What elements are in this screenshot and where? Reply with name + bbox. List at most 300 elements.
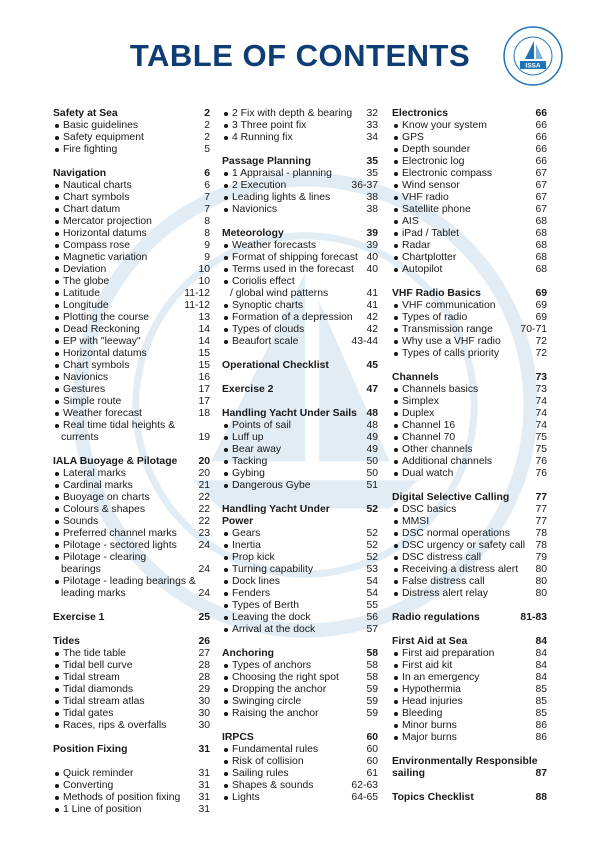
entry-page-number: 52 (366, 552, 378, 563)
entry-title: VHF radio (392, 192, 531, 204)
entry-title: Sailing rules (222, 768, 362, 780)
toc-entry[interactable] (53, 216, 210, 228)
entry-page-number: 68 (535, 264, 547, 275)
toc-entry[interactable] (392, 384, 547, 396)
toc-section (53, 456, 210, 600)
section-page-number: 26 (198, 636, 210, 647)
section-page-number: 81-83 (520, 612, 547, 623)
toc-entry[interactable] (392, 216, 547, 228)
section-page-number: 6 (204, 168, 210, 179)
toc-entry[interactable] (392, 528, 547, 540)
toc-entry[interactable] (222, 624, 378, 636)
toc-entry[interactable] (53, 804, 210, 816)
toc-entry[interactable] (222, 276, 378, 288)
entry-page-number: 6 (204, 180, 210, 191)
entry-page-number: 58 (366, 660, 378, 671)
entry-title: Receiving a distress alert (392, 564, 531, 576)
entry-title: Major burns (392, 732, 531, 744)
section-heading[interactable] (222, 228, 378, 240)
section-title: Handling Yacht Under Sails (222, 408, 357, 419)
toc-entry[interactable] (392, 684, 547, 696)
toc-entry[interactable] (222, 540, 378, 552)
toc-entry[interactable] (53, 240, 210, 252)
entry-title: Compass rose (53, 240, 200, 252)
toc-entry[interactable] (392, 180, 547, 192)
entry-title: Radar (392, 240, 531, 252)
toc-entry[interactable] (222, 708, 378, 720)
entry-page-number: 22 (198, 492, 210, 503)
toc-entry[interactable] (53, 768, 210, 780)
entry-title: Choosing the right spot (222, 672, 362, 684)
toc-entry[interactable] (53, 192, 210, 204)
toc-entry[interactable] (392, 204, 547, 216)
toc-entry[interactable] (392, 504, 547, 516)
entry-page-number: 49 (366, 444, 378, 455)
entry-page-number: 51 (366, 480, 378, 491)
entry-page-number: 80 (535, 564, 547, 575)
toc-entry[interactable] (222, 132, 378, 144)
toc-entry[interactable] (222, 120, 378, 132)
entry-page-number: 24 (198, 588, 210, 599)
toc-entry[interactable] (222, 108, 378, 120)
entry-page-number: 30 (198, 708, 210, 719)
entry-title: Additional channels (392, 456, 531, 468)
toc-entry[interactable] (392, 420, 547, 432)
section-heading[interactable] (53, 456, 210, 468)
logo-mark: ISSA (525, 62, 541, 70)
toc-entry[interactable] (53, 312, 210, 324)
entry-page-number: 43-44 (351, 336, 378, 347)
entry-page-number: 67 (535, 168, 547, 179)
toc-entry[interactable] (222, 660, 378, 672)
toc-entry[interactable] (392, 396, 547, 408)
entry-page-number: 75 (535, 444, 547, 455)
toc-entry[interactable] (222, 432, 378, 444)
entry-title: Bleeding (392, 708, 531, 720)
toc-entry[interactable] (392, 540, 547, 552)
entry-title: Safety equipment (53, 132, 200, 144)
section-heading[interactable] (53, 108, 210, 120)
entry-title: Simplex (392, 396, 531, 408)
entry-page-number: 49 (366, 432, 378, 443)
section-page-number: 60 (366, 732, 378, 743)
toc-entry[interactable] (392, 228, 547, 240)
toc-entry[interactable] (392, 120, 547, 132)
toc-entry[interactable] (392, 468, 547, 480)
section-title: Position Fixing (53, 744, 128, 755)
entry-title: EP with "leeway" (53, 336, 194, 348)
entry-title: Chart datum (53, 204, 200, 216)
toc-entry[interactable] (222, 780, 378, 792)
entry-page-number: 36-37 (351, 180, 378, 191)
entry-page-number: 77 (535, 516, 547, 527)
toc-entry[interactable] (222, 672, 378, 684)
entry-title: Depth sounder (392, 144, 531, 156)
entry-title: Types of radio (392, 312, 531, 324)
entry-page-number: 32 (366, 108, 378, 119)
toc-entry[interactable] (53, 468, 210, 480)
entry-page-number: 34 (366, 132, 378, 143)
toc-section (222, 156, 378, 216)
entry-title: Luff up (222, 432, 362, 444)
entry-page-number: 55 (366, 600, 378, 611)
entry-page-number: 59 (366, 708, 378, 719)
toc-entry[interactable] (53, 252, 210, 264)
section-page-number: 69 (535, 288, 547, 299)
entry-page-number: 30 (198, 720, 210, 731)
entry-page-number: 18 (198, 408, 210, 419)
toc-entry[interactable] (222, 684, 378, 696)
toc-entry[interactable] (53, 504, 210, 516)
entry-title: Basic guidelines (53, 120, 200, 132)
entry-page-number: 60 (366, 744, 378, 755)
toc-entry[interactable] (53, 432, 210, 444)
entry-title: Turning capability (222, 564, 362, 576)
entry-title: Channel 70 (392, 432, 531, 444)
toc-entry[interactable] (53, 300, 210, 312)
toc-entry[interactable] (222, 204, 378, 216)
section-heading[interactable] (53, 636, 210, 648)
toc-entry[interactable] (222, 792, 378, 804)
entry-title: Magnetic variation (53, 252, 200, 264)
section-title: Navigation (53, 168, 107, 179)
toc-entry[interactable] (222, 612, 378, 624)
entry-page-number: 57 (366, 624, 378, 635)
toc-entry[interactable] (392, 240, 547, 252)
entry-title: iPad / Tablet (392, 228, 531, 240)
toc-entry[interactable] (53, 336, 210, 348)
entry-title: Fire fighting (53, 144, 200, 156)
entry-title: Latitude (53, 288, 180, 300)
toc-entry[interactable] (53, 564, 210, 576)
entry-title: Channels basics (392, 384, 531, 396)
toc-section (53, 744, 210, 816)
toc-entry[interactable] (53, 396, 210, 408)
entry-title: Tidal diamonds (53, 684, 194, 696)
toc-entry[interactable] (222, 564, 378, 576)
toc-entry[interactable] (53, 492, 210, 504)
toc-entry[interactable] (222, 324, 378, 336)
toc-entry[interactable] (53, 528, 210, 540)
toc-entry[interactable] (53, 708, 210, 720)
entry-title: Distress alert relay (392, 588, 531, 600)
entry-page-number: 61 (366, 768, 378, 779)
toc-entry[interactable] (53, 180, 210, 192)
section-heading[interactable] (222, 360, 378, 372)
toc-entry[interactable] (222, 300, 378, 312)
toc-entry[interactable] (53, 588, 210, 600)
section-heading[interactable] (53, 168, 210, 180)
entry-title: Simple route (53, 396, 194, 408)
entry-page-number: 75 (535, 432, 547, 443)
toc-entry[interactable] (222, 240, 378, 252)
toc-section (222, 228, 378, 348)
toc-section (222, 108, 378, 144)
toc-entry[interactable] (53, 372, 210, 384)
toc-entry[interactable] (392, 696, 547, 708)
entry-title: Head injuries (392, 696, 531, 708)
toc-entry[interactable] (53, 348, 210, 360)
entry-page-number: 19 (198, 432, 210, 443)
toc-entry[interactable] (392, 672, 547, 684)
toc-entry[interactable] (392, 720, 547, 732)
toc-entry[interactable] (392, 432, 547, 444)
toc-entry[interactable] (222, 264, 378, 276)
entry-page-number: 77 (535, 504, 547, 515)
entry-title: Inertia (222, 540, 362, 552)
toc-entry[interactable] (53, 780, 210, 792)
entry-page-number: 5 (204, 144, 210, 155)
section-heading[interactable] (392, 492, 547, 504)
toc-entry[interactable] (392, 156, 547, 168)
entry-title: Formation of a depression (222, 312, 362, 324)
toc-entry[interactable] (53, 516, 210, 528)
toc-entry[interactable] (392, 576, 547, 588)
toc-entry[interactable] (53, 480, 210, 492)
toc-entry[interactable] (222, 336, 378, 348)
entry-title: Tidal gates (53, 708, 194, 720)
entry-title: Mercator projection (53, 216, 200, 228)
entry-page-number: 28 (198, 660, 210, 671)
toc-entry[interactable] (222, 768, 378, 780)
toc-entry[interactable] (53, 288, 210, 300)
section-heading[interactable] (392, 756, 547, 768)
toc-entry[interactable] (53, 120, 210, 132)
toc-entry[interactable] (222, 312, 378, 324)
section-heading[interactable] (222, 408, 378, 420)
toc-entry[interactable] (392, 552, 547, 564)
entry-title: Nautical charts (53, 180, 200, 192)
entry-title: DSC urgency or safety call (392, 540, 531, 552)
section-heading[interactable] (222, 156, 378, 168)
entry-title: Other channels (392, 444, 531, 456)
entry-title: Wind sensor (392, 180, 531, 192)
entry-page-number: 7 (204, 192, 210, 203)
section-heading[interactable] (222, 384, 378, 396)
entry-page-number: 73 (535, 384, 547, 395)
toc-entry[interactable] (222, 600, 378, 612)
toc-entry[interactable] (222, 252, 378, 264)
entry-page-number: 84 (535, 648, 547, 659)
section-title: Operational Checklist (222, 360, 329, 371)
entry-page-number: 21 (198, 480, 210, 491)
entry-page-number: 9 (204, 252, 210, 263)
entry-page-number: 7 (204, 204, 210, 215)
toc-entry[interactable] (222, 528, 378, 540)
entry-page-number: 17 (198, 396, 210, 407)
toc-entry[interactable] (392, 708, 547, 720)
section-heading[interactable] (392, 612, 547, 624)
section-heading[interactable] (53, 612, 210, 624)
entry-page-number: 67 (535, 204, 547, 215)
entry-title: False distress call (392, 576, 531, 588)
entry-page-number: 84 (535, 672, 547, 683)
section-title: Tides (53, 636, 80, 647)
toc-entry[interactable] (53, 552, 210, 564)
toc-entry[interactable] (53, 276, 210, 288)
entry-page-number: 2 (204, 132, 210, 143)
entry-title: 2 Execution (222, 180, 347, 192)
toc-entry[interactable] (222, 480, 378, 492)
toc-section (392, 108, 547, 276)
toc-entry[interactable] (53, 672, 210, 684)
toc-entry[interactable] (392, 660, 547, 672)
section-heading[interactable] (53, 744, 210, 756)
toc-entry[interactable] (53, 576, 210, 588)
toc-entry[interactable] (392, 564, 547, 576)
entry-title: Tidal stream atlas (53, 696, 194, 708)
blank-line (53, 756, 210, 768)
toc-entry[interactable] (392, 336, 547, 348)
entry-page-number: 59 (366, 696, 378, 707)
toc-entry[interactable] (53, 648, 210, 660)
entry-title: Format of shipping forecast (222, 252, 362, 264)
section-page-number: 39 (366, 228, 378, 239)
entry-title: Chart symbols (53, 360, 194, 372)
entry-page-number: 16 (198, 372, 210, 383)
section-heading[interactable] (392, 372, 547, 384)
entry-page-number: 20 (198, 468, 210, 479)
toc-entry[interactable] (392, 456, 547, 468)
section-page-number: 48 (366, 408, 378, 419)
toc-entry[interactable] (392, 516, 547, 528)
entry-title: The tide table (53, 648, 194, 660)
entry-title: DSC normal operations (392, 528, 531, 540)
entry-title: Gybing (222, 468, 362, 480)
entry-title: AIS (392, 216, 531, 228)
page-title: TABLE OF CONTENTS (129, 38, 471, 73)
toc-entry[interactable] (392, 312, 547, 324)
toc-entry[interactable] (392, 264, 547, 276)
entry-page-number: 48 (366, 420, 378, 431)
entry-page-number: 42 (366, 324, 378, 335)
toc-entry[interactable] (222, 168, 378, 180)
toc-entry[interactable] (53, 684, 210, 696)
toc-entry[interactable] (222, 420, 378, 432)
entry-page-number: 10 (198, 264, 210, 275)
entry-title: Synoptic charts (222, 300, 362, 312)
toc-entry[interactable] (53, 792, 210, 804)
toc-entry[interactable] (222, 456, 378, 468)
toc-entry[interactable] (392, 132, 547, 144)
entry-title: Preferred channel marks (53, 528, 194, 540)
entry-title: 2 Fix with depth & bearing (222, 108, 362, 120)
entry-title: Types of calls priority (392, 348, 531, 360)
entry-page-number: 66 (535, 120, 547, 131)
toc-entry[interactable] (53, 660, 210, 672)
entry-page-number: 42 (366, 312, 378, 323)
section-title: Electronics (392, 108, 449, 119)
toc-entry[interactable] (392, 252, 547, 264)
entry-page-number: 50 (366, 468, 378, 479)
toc-entry[interactable] (222, 288, 378, 300)
toc-section (392, 612, 547, 624)
toc-entry[interactable] (53, 360, 210, 372)
section-heading[interactable] (392, 792, 547, 804)
toc-entry[interactable] (53, 408, 210, 420)
toc-entry[interactable] (392, 300, 547, 312)
entry-title: Hypothermia (392, 684, 531, 696)
toc-entry[interactable] (53, 228, 210, 240)
toc-section (392, 636, 547, 744)
entry-page-number: 69 (535, 312, 547, 323)
toc-entry[interactable] (392, 408, 547, 420)
entry-page-number: 9 (204, 240, 210, 251)
section-heading[interactable] (392, 288, 547, 300)
toc-entry[interactable] (392, 192, 547, 204)
toc-entry[interactable] (392, 144, 547, 156)
entry-title: MMSI (392, 516, 531, 528)
toc-entry[interactable] (222, 576, 378, 588)
toc-entry[interactable] (392, 324, 547, 336)
entry-page-number: 62-63 (351, 780, 378, 791)
toc-entry[interactable] (53, 540, 210, 552)
entry-page-number: 58 (366, 672, 378, 683)
entry-title: Leaving the dock (222, 612, 362, 624)
entry-title: Duplex (392, 408, 531, 420)
toc-entry[interactable] (53, 324, 210, 336)
entry-page-number: 23 (198, 528, 210, 539)
entry-title: VHF communication (392, 300, 531, 312)
section-title: Topics Checklist (392, 792, 474, 803)
toc-entry[interactable] (222, 180, 378, 192)
toc-entry[interactable] (53, 144, 210, 156)
toc-entry[interactable] (392, 348, 547, 360)
entry-title: Prop kick (222, 552, 362, 564)
section-heading[interactable] (222, 648, 378, 660)
entry-title: Pilotage - leading bearings & (53, 576, 206, 588)
section-title: sailing (392, 768, 425, 779)
toc-entry[interactable] (392, 168, 547, 180)
section-heading[interactable] (392, 108, 547, 120)
entry-title: Weather forecast (53, 408, 194, 420)
entry-page-number: 31 (198, 768, 210, 779)
toc-entry[interactable] (392, 588, 547, 600)
toc-entry[interactable] (222, 552, 378, 564)
entry-title: Leading lights & lines (222, 192, 362, 204)
section-heading[interactable] (392, 636, 547, 648)
toc-entry[interactable] (53, 204, 210, 216)
toc-entry[interactable] (222, 192, 378, 204)
toc-entry[interactable] (53, 264, 210, 276)
section-title: Safety at Sea (53, 108, 118, 119)
entry-title: Buoyage on charts (53, 492, 194, 504)
toc-entry[interactable] (392, 648, 547, 660)
section-page-number: 84 (535, 636, 547, 647)
entry-title: / global wind patterns (230, 288, 329, 299)
toc-entry[interactable] (53, 720, 210, 732)
section-page-number: 20 (198, 456, 210, 467)
section-title: VHF Radio Basics (392, 288, 481, 299)
toc-entry[interactable] (222, 744, 378, 756)
toc-entry[interactable] (222, 588, 378, 600)
toc-entry[interactable] (392, 732, 547, 744)
toc-entry[interactable] (53, 384, 210, 396)
toc-entry[interactable] (222, 756, 378, 768)
toc-entry[interactable] (53, 696, 210, 708)
entry-page-number: 15 (198, 348, 210, 359)
toc-entry[interactable] (222, 696, 378, 708)
entry-page-number: 56 (366, 612, 378, 623)
toc-entry[interactable] (53, 132, 210, 144)
toc-entry[interactable] (222, 468, 378, 480)
section-heading[interactable] (222, 504, 378, 528)
section-heading[interactable] (222, 732, 378, 744)
toc-entry[interactable] (53, 420, 210, 432)
entry-title: Types of clouds (222, 324, 362, 336)
toc-entry[interactable] (222, 444, 378, 456)
toc-entry[interactable] (392, 444, 547, 456)
